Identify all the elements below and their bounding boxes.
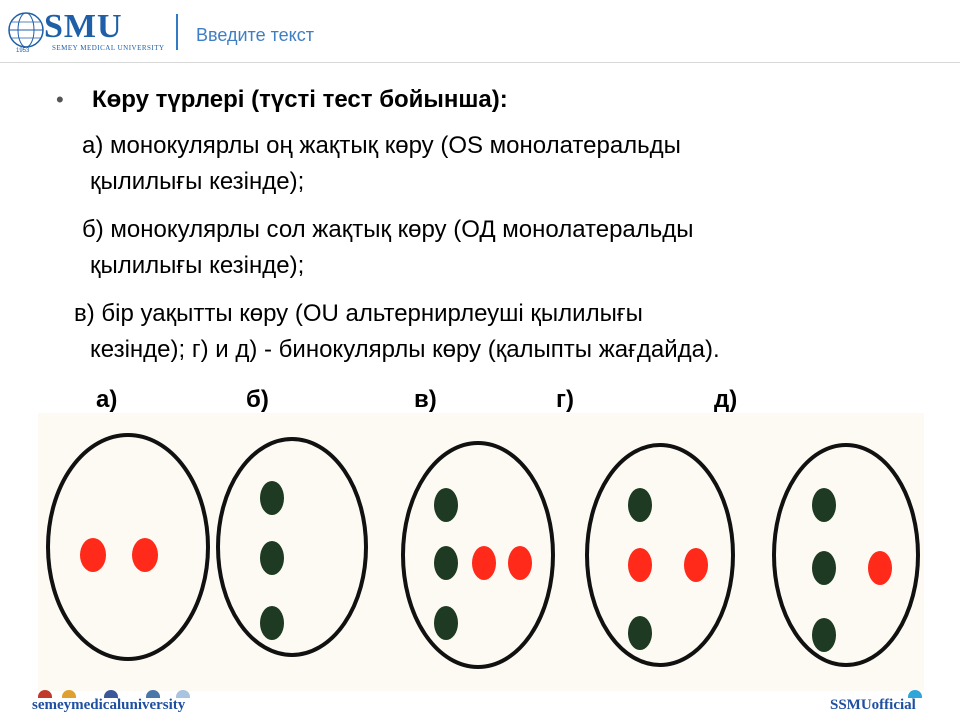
panel-a — [48, 435, 208, 659]
footer-social-right[interactable]: SSMUofficial — [830, 697, 916, 713]
globe-icon — [6, 10, 46, 50]
item-v-line1: в) бір уақытты көру (OU альтернирлеуші қылилығы — [74, 300, 643, 327]
red-dot — [508, 546, 532, 580]
panel-g — [587, 445, 733, 665]
item-a-line1: а) монокулярлы оң жақтық көру (OS монолатеральды — [82, 132, 681, 159]
green-dot — [434, 488, 458, 522]
item-a-line2: қылилығы кезінде); — [90, 168, 305, 195]
item-b-line2: қылилығы кезінде); — [90, 252, 305, 279]
figure-labels — [0, 386, 960, 416]
panel-b-outline — [218, 439, 366, 655]
item-v-line2: кезінде); г) и д) - бинокулярлы көру (қалыпты жағдайда). — [90, 336, 720, 363]
green-dot — [628, 616, 652, 650]
footer-social-left[interactable]: semeymedicaluniversity — [32, 697, 186, 713]
panel-v — [403, 443, 553, 667]
bullet-dot-icon: • — [56, 87, 64, 112]
panel-g-outline — [587, 445, 733, 665]
slide-heading: Көру түрлері (түсті тест бойынша): — [92, 86, 508, 113]
green-dot — [628, 488, 652, 522]
green-dot — [260, 606, 284, 640]
logo-year: 1953 — [16, 48, 30, 54]
smu-logo — [6, 6, 166, 56]
green-dot — [260, 541, 284, 575]
color-test-figure — [38, 413, 924, 691]
panel-d-outline — [774, 445, 918, 665]
red-dot — [628, 548, 652, 582]
item-b-line1: б) монокулярлы сол жақтық көру (ОД монолатеральды — [82, 216, 694, 243]
label-v: в) — [414, 386, 437, 413]
slide-header — [0, 0, 960, 62]
red-dot — [868, 551, 892, 585]
header-divider — [176, 14, 178, 50]
label-d: д) — [714, 386, 738, 413]
green-dot — [812, 618, 836, 652]
logo-subtitle: SEMEY MEDICAL UNIVERSITY — [52, 44, 165, 52]
red-dot — [472, 546, 496, 580]
green-dot — [434, 546, 458, 580]
green-dot — [812, 551, 836, 585]
red-dot — [80, 538, 106, 572]
panel-d — [774, 445, 918, 665]
green-dot — [434, 606, 458, 640]
red-dot — [684, 548, 708, 582]
red-dot — [132, 538, 158, 572]
label-g: г) — [556, 386, 574, 413]
panel-a-outline — [48, 435, 208, 659]
green-dot — [260, 481, 284, 515]
header-title[interactable]: Введите текст — [196, 25, 314, 45]
label-b: б) — [246, 386, 269, 413]
panel-b — [218, 439, 366, 655]
header-rule — [0, 62, 960, 63]
green-dot — [812, 488, 836, 522]
logo-text: SMU — [44, 8, 123, 45]
label-a: а) — [96, 386, 118, 413]
color-test-svg — [38, 413, 924, 691]
